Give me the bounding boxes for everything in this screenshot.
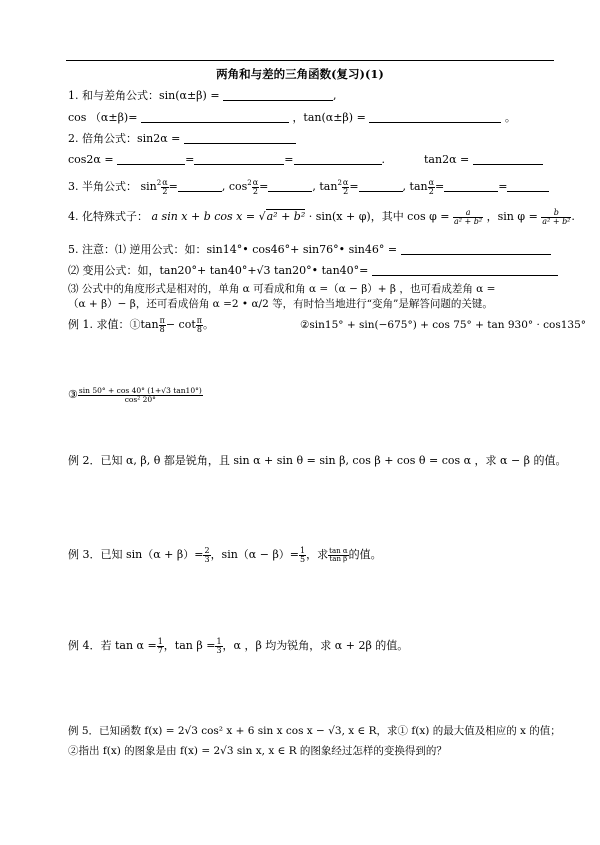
s5-line2: ⑵ 变用公式：如，tan20°+ tan40°+√3 tan20°• tan40°=	[68, 264, 369, 277]
equals: =	[185, 153, 195, 166]
ex3-text: ，求	[306, 548, 329, 561]
answer-blank[interactable]	[178, 179, 222, 192]
sin-phi-frac: $\frac{b}{\text{a² + b²}}$	[542, 207, 571, 226]
s3-lead: 3. 半角公式：	[68, 180, 137, 193]
s4-lead: 4. 化特殊式子：	[68, 210, 148, 223]
circled-1: ①	[129, 318, 141, 331]
answer-blank[interactable]	[294, 152, 382, 165]
period: .	[571, 210, 575, 223]
s4-expr1: a sin x + b cos x =	[151, 210, 256, 223]
ex3-text: 例 3．已知 sin（α + β）=	[68, 548, 204, 561]
example-5-line-1: 例 5．已知函数 f(x) = 2√3 cos² x + 6 sin x cos x − √3, x ∈ R，求① f(x) 的最大值及相应的 x 的值；	[68, 725, 561, 737]
s1-end: 。	[504, 111, 516, 124]
equals: =	[498, 180, 508, 193]
ex3-text: 的值。	[348, 548, 382, 561]
half-angle-fn: tan	[319, 180, 338, 193]
equals: =	[259, 180, 269, 193]
answer-blank[interactable]	[473, 152, 543, 165]
dot: .	[381, 153, 386, 166]
section-1-line-1: 1. 和与差角公式：sin(α±β) = ,	[68, 89, 337, 102]
half-angle-fn: cos	[228, 180, 248, 193]
ex3-text: ，sin（α − β）=	[210, 548, 300, 561]
period: 。	[203, 318, 215, 331]
answer-blank[interactable]	[268, 179, 312, 192]
answer-blank[interactable]	[372, 263, 558, 276]
section-4	[68, 205, 575, 229]
section-2-line-1	[68, 130, 296, 148]
half-angle-fn: tan	[409, 180, 428, 193]
equals: =	[349, 180, 359, 193]
answer-blank[interactable]	[401, 242, 551, 255]
s2-lead: 2. 倍角公式：sin2α =	[68, 132, 181, 145]
s4-sin-phi: ，sin φ =	[486, 210, 538, 223]
top-rule	[66, 60, 554, 61]
example-2: 例 2．已知 α, β, θ 都是锐角，且 sin α + sin θ = sin β, cos β + cos θ = cos α ，求 α − β 的值。	[68, 454, 567, 467]
answer-blank[interactable]	[223, 88, 333, 101]
equals: =	[435, 180, 445, 193]
ex4-text: ，α ，β 均为锐角，求 α + 2β 的值。	[222, 639, 409, 652]
ex1-part-2: ②sin15° + sin(−675°) + cos 75° + tan 930° · cos135°	[300, 319, 587, 331]
example-4	[68, 635, 408, 657]
answer-blank[interactable]	[507, 179, 549, 192]
answer-blank[interactable]	[184, 131, 296, 144]
comma: ,	[221, 180, 226, 193]
example-1	[68, 314, 214, 336]
circled-3: ③	[68, 388, 78, 401]
one-third-frac: $\frac{1}{3}$	[216, 636, 222, 655]
half-angle-frac: $\frac{\alpha}{2}$	[162, 177, 168, 196]
half-angle-fn: sin	[140, 180, 157, 193]
section-2-line-2	[68, 151, 543, 169]
two-thirds-frac: $\frac{2}{3}$	[204, 545, 210, 564]
squared: 2	[337, 179, 342, 187]
example-5-line-2: ②指出 f(x) 的图象是由 f(x) = 2√3 sin x, x ∈ R 的图象经过怎样的变换得到的？	[68, 745, 447, 757]
ex1-part-3	[68, 384, 203, 406]
half-angle-frac: $\frac{\alpha}{2}$	[428, 177, 435, 196]
tan-ratio-frac: $\frac{\text{tan α}}{\text{tan β}}$	[329, 546, 348, 563]
s4-sqrt-content: a² + b²	[266, 210, 306, 223]
s1-tan-lead: ，tan(α±β) =	[292, 111, 366, 124]
answer-blank[interactable]	[194, 152, 284, 165]
s1-cos-lead: cos （α±β)=	[68, 111, 138, 124]
s1-lead: 1. 和与差角公式：sin(α±β) =	[68, 89, 220, 102]
equals: =	[284, 153, 294, 166]
section-5-line-4: （α + β）− β，还可看成倍角 α =2 • α/2 等，有时恰当地进行“变角”是解答问题的关键。	[68, 298, 493, 310]
cot-fn: − cot	[165, 318, 196, 331]
answer-blank[interactable]	[117, 152, 185, 165]
cos-phi-frac: $\frac{a}{\text{a² + b²}}$	[454, 207, 483, 226]
pi-over-8-frac: $\frac{\pi}{8}$	[159, 315, 165, 334]
answer-blank[interactable]	[359, 179, 403, 192]
one-seventh-frac: $\frac{1}{7}$	[157, 636, 163, 655]
equals: =	[168, 180, 178, 193]
tan-fn: tan	[140, 318, 159, 331]
s4-expr2: · sin(x + φ)，其中 cos φ =	[308, 210, 450, 223]
pi-over-8-frac: $\frac{\pi}{8}$	[196, 315, 203, 334]
s5-line1: 5. 注意：⑴ 逆用公式：如：sin14°• cos46°+ sin76°• sin46° =	[68, 243, 398, 256]
comma: ,	[312, 180, 316, 193]
ex1-part3-frac: $\frac{\sin 50^\circ + \cos 40^\circ (1+√3 \tan 10^\circ)}{\text{cos² 20°}}$	[78, 386, 202, 404]
ex4-text: 例 4．若 tan α =	[68, 639, 157, 652]
section-3	[68, 174, 549, 196]
squared: 2	[247, 179, 252, 187]
section-5-line-2	[68, 262, 558, 280]
half-angle-frac: $\frac{\alpha}{2}$	[342, 177, 349, 196]
answer-blank[interactable]	[444, 179, 498, 192]
section-1-line-2	[68, 109, 516, 127]
ex1-label: 例 1. 求值：	[68, 318, 130, 331]
example-3	[68, 544, 382, 566]
section-5-line-1	[68, 241, 551, 259]
section-5-line-3: ⑶ 公式中的角度形式是相对的，单角 α 可看成和角 α =（α − β）+ β ，也可看成差角 α =	[68, 283, 496, 295]
squared: 2	[156, 179, 162, 187]
s2-cos2a: cos2α =	[68, 153, 114, 166]
s2-tan2a: tan2α =	[424, 153, 470, 166]
comma: ,	[402, 180, 407, 193]
one-fifth-frac: $\frac{1}{5}$	[300, 545, 306, 564]
ex4-text: ，tan β =	[163, 639, 216, 652]
answer-blank[interactable]	[369, 110, 501, 123]
sqrt-sign: √	[258, 210, 266, 223]
page-title: 两角和与差的三角函数(复习)(1)	[216, 67, 384, 81]
answer-blank[interactable]	[141, 110, 289, 123]
half-angle-frac: $\frac{\alpha}{2}$	[252, 177, 259, 196]
